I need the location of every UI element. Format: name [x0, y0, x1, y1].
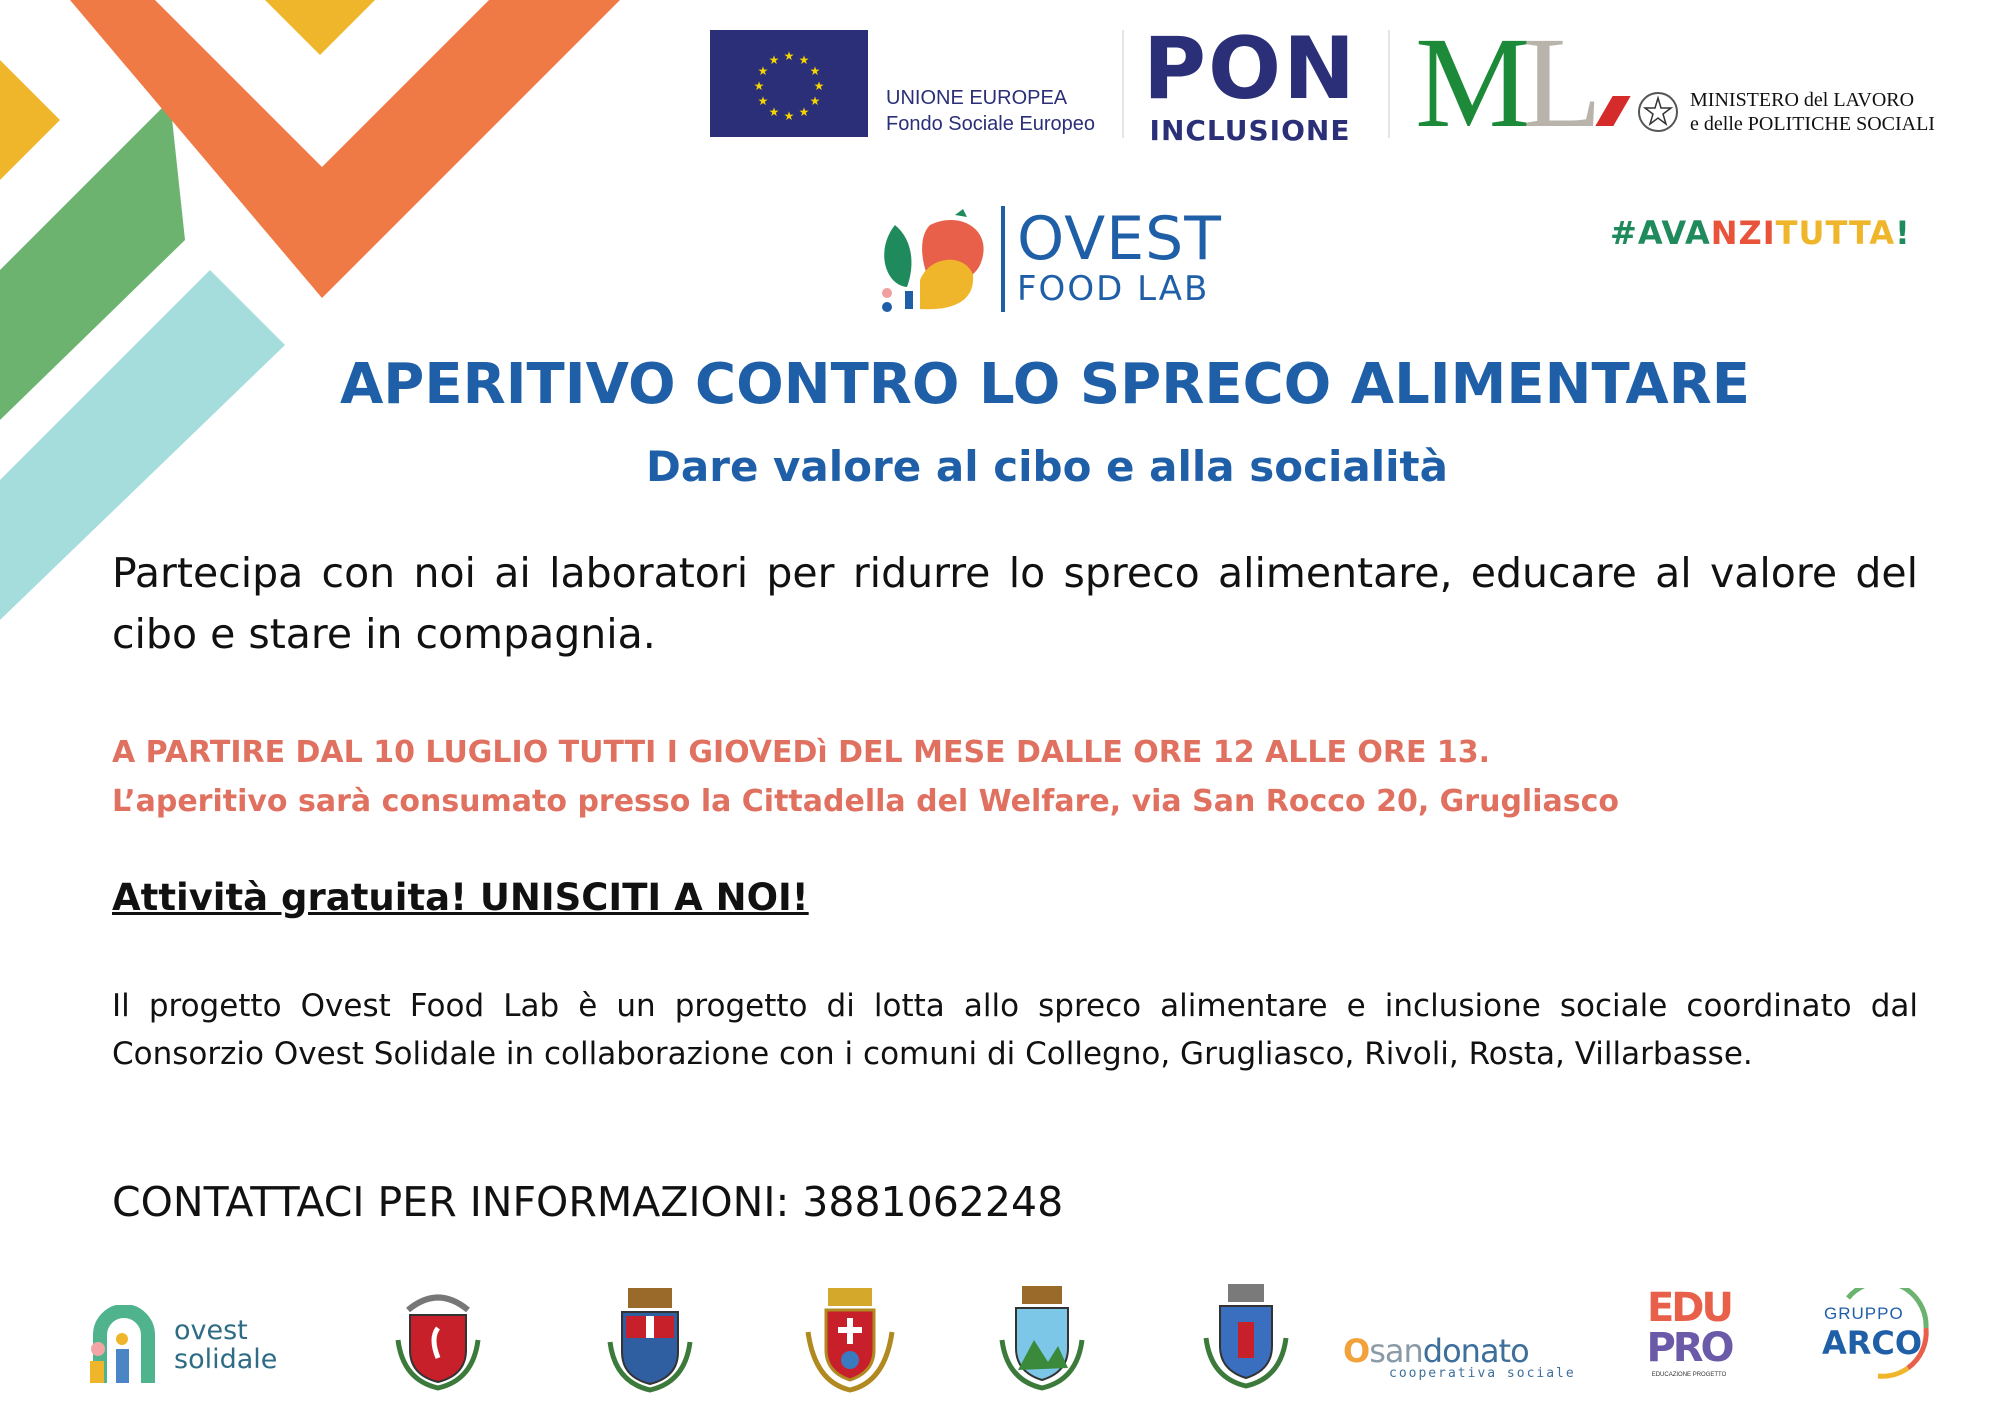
contact-info: CONTATTACI PER INFORMAZIONI: 3881062248	[112, 1178, 1064, 1226]
rosta-crest-icon	[992, 1280, 1092, 1392]
brand-line1: OVEST	[1017, 204, 1222, 274]
ovest-solidale-logo	[82, 1305, 277, 1385]
svg-text:★: ★	[809, 64, 821, 78]
villarbasse-crest-icon	[1196, 1278, 1296, 1390]
svg-text:★: ★	[783, 109, 795, 123]
svg-text:★: ★	[757, 94, 769, 108]
edupro-row1: EDU	[1646, 1285, 1731, 1331]
svg-text:★: ★	[813, 79, 825, 93]
ovest-solidale-line1: ovest	[174, 1315, 248, 1346]
food-lab-mark-icon	[875, 205, 995, 313]
eu-flag-icon	[710, 30, 868, 137]
sandonato-logo	[1343, 1332, 1576, 1381]
edupro-row2: PRO	[1646, 1325, 1732, 1371]
event-details	[112, 728, 1619, 826]
rivoli-crest-icon	[800, 1282, 900, 1394]
sandonato-donato: donato	[1422, 1332, 1529, 1370]
hashtag-part: #AVA	[1610, 214, 1711, 252]
gruppo-arco-logo	[1818, 1288, 1940, 1380]
eu-text	[886, 85, 1095, 137]
arco-main-text: ARCO	[1822, 1324, 1923, 1362]
ml-mark: ML	[1415, 28, 1622, 138]
hashtag-part: !	[1895, 214, 1911, 252]
ministry-text-line1: MINISTERO del LAVORO	[1690, 89, 1915, 111]
event-location-line: L’aperitivo sarà consumato presso la Cittadella del Welfare, via San Rocco 20, Grugliasco	[112, 784, 1619, 819]
ministry-text-line2: e delle POLITICHE SOCIALI	[1690, 113, 1935, 135]
svg-text:★: ★	[798, 53, 810, 67]
ovest-solidale-icon	[82, 1305, 164, 1385]
free-activity-callout: Attività gratuita! UNISCITI A NOI!	[112, 876, 809, 919]
svg-text:★: ★	[768, 105, 780, 119]
ministry-logo	[1415, 11, 1935, 155]
svg-text:★: ★	[783, 49, 795, 63]
svg-text:★: ★	[798, 105, 810, 119]
grugliasco-crest-icon	[600, 1282, 700, 1394]
arco-top-text: GRUPPO	[1824, 1304, 1904, 1323]
svg-text:★: ★	[753, 79, 765, 93]
hashtag-avanzitutta	[1610, 214, 1911, 252]
eu-text-line1: UNIONE EUROPEA	[886, 87, 1068, 109]
ovest-food-lab-logo	[875, 205, 1222, 313]
svg-text:★: ★	[809, 94, 821, 108]
hashtag-part: NZI	[1710, 214, 1776, 252]
collegno-crest-icon	[388, 1280, 488, 1392]
svg-text:★: ★	[768, 53, 780, 67]
intro-paragraph: Partecipa con noi ai laboratori per ridurre lo spreco alimentare, educare al valore del cibo e stare in compagnia.	[112, 549, 1918, 658]
decorative-chevrons	[0, 0, 620, 620]
eu-logo	[710, 30, 1095, 137]
divider	[1122, 30, 1124, 138]
logo-divider	[1001, 206, 1005, 312]
page-subtitle: Dare valore al cibo e alla socialità	[646, 442, 1448, 491]
pon-text: PON	[1142, 19, 1358, 119]
project-description: Il progetto Ovest Food Lab è un progetto di lotta allo spreco alimentare e inclusione sociale coordinato dal Consorzio Ovest Solidale in collaborazione con i comuni di Collegno, Grugliasco, Rivoli, Rosta, Villarbasse.	[112, 988, 1918, 1072]
sandonato-o: O	[1343, 1332, 1370, 1370]
italian-emblem-icon	[1636, 90, 1680, 134]
brand-line2: FOOD LAB	[1017, 269, 1210, 309]
hashtag-part: TUTTA	[1775, 214, 1896, 252]
eu-text-line2: Fondo Sociale Europeo	[886, 113, 1096, 135]
edupro-logo	[1643, 1285, 1735, 1378]
divider	[1388, 30, 1390, 138]
pon-subtext: INCLUSIONE	[1149, 114, 1351, 147]
sandonato-subtitle: cooperativa sociale	[1389, 1366, 1576, 1381]
event-date-line: A PARTIRE DAL 10 LUGLIO TUTTI I GIOVEDì DEL MESE DALLE ORE 12 ALLE ORE 13.	[112, 735, 1491, 770]
edupro-subtitle: EDUCAZIONE PROGETTO	[1651, 1372, 1727, 1378]
sandonato-san: san	[1369, 1332, 1423, 1370]
pon-inclusione-logo	[1140, 19, 1360, 147]
ovest-solidale-line2: solidale	[174, 1344, 278, 1375]
svg-text:★: ★	[757, 64, 769, 78]
page-title: APERITIVO CONTRO LO SPRECO ALIMENTARE	[339, 352, 1751, 417]
